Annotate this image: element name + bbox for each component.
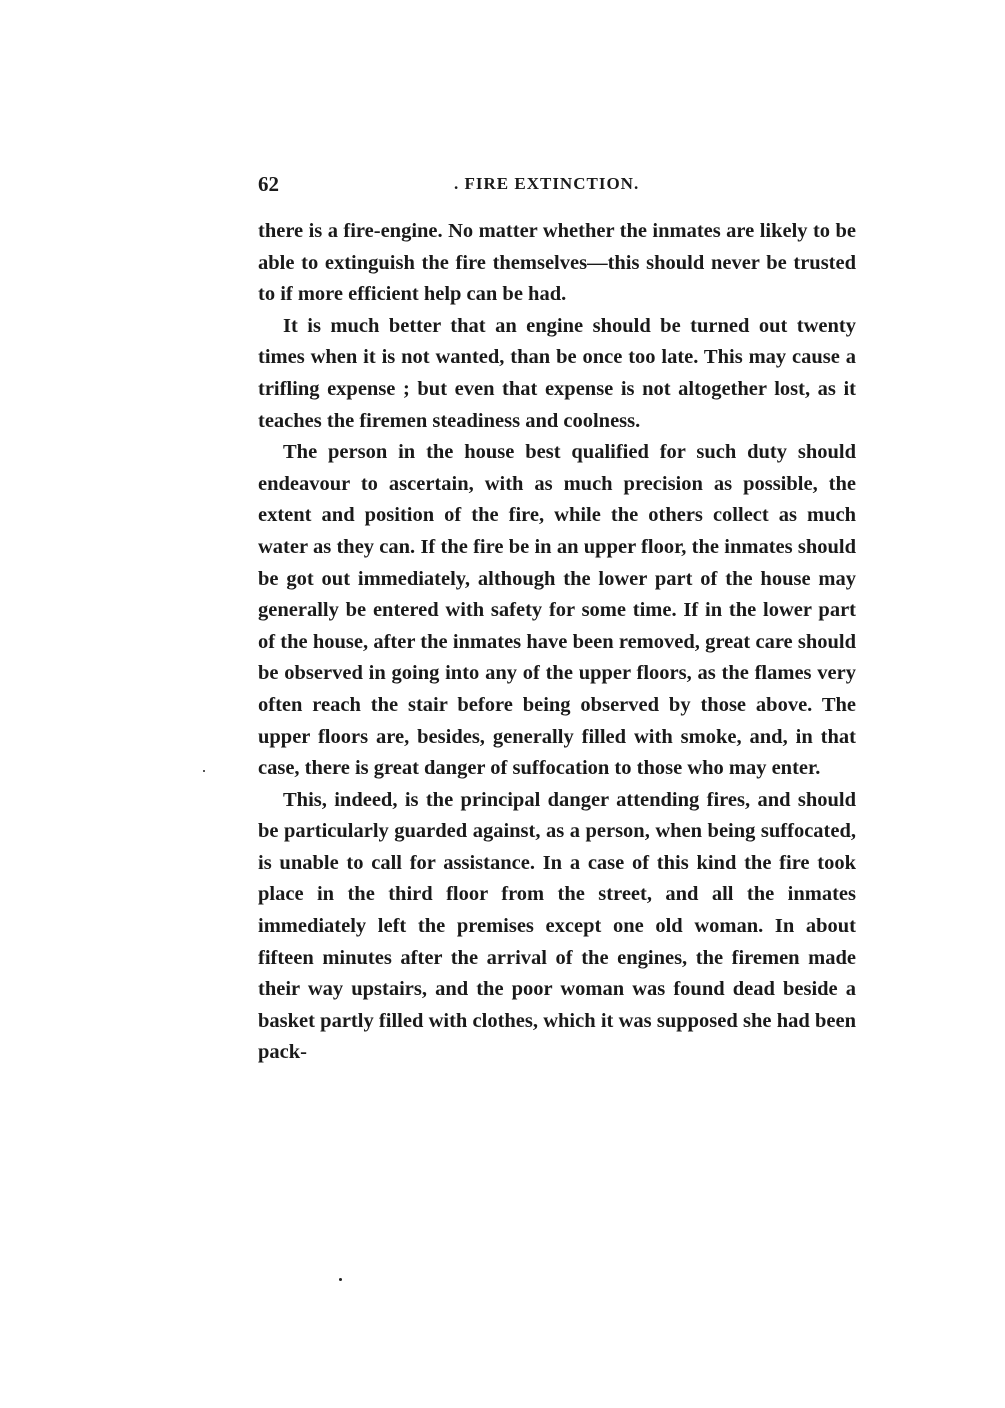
print-speck [339, 1278, 342, 1281]
page-number: 62 [258, 172, 279, 196]
running-title: . FIRE EXTINCTION. [454, 174, 640, 193]
paragraph-continuation: there is a fire-engine. No matter whether the inmates are likely to be able to extinguish the fire themselves—this should never be trusted to if more efficient help can be had. [258, 220, 856, 306]
body-text [258, 216, 856, 1069]
paragraph: This, indeed, is the principal danger attending fires, and should be particularly guarded against, as a person, when being suffocated, is unable to call for assistance. In a case of this kind the fire took place in the third floor from the street, and all the inmates immediately left the premises except one old woman. In about fifteen minutes after the arrival of the engines, the firemen made their way upstairs, and the poor woman was found dead beside a basket partly filled with clothes, which it was supposed she had been pack- [258, 788, 856, 1064]
page-header [258, 172, 858, 198]
paragraph: The person in the house best qualified for such duty should endeavour to ascertain, with as much precision as possible, the extent and position of the fire, while the others collect as much water as they can. If the fire be in an upper floor, the inmates should be got out immediately, although the lower part of the house may generally be entered with safety for some time. If in the lower part of the house, after the inmates have been removed, great care should be observed in going into any of the upper floors, as the flames very often reach the stair before being observed by those above. The upper floors are, besides, generally filled with smoke, and, in that case, there is great danger of suffocation to those who may enter. [258, 441, 856, 780]
print-speck [203, 770, 205, 772]
paragraph: It is much better that an engine should be turned out twenty times when it is not wanted, than be once too late. This may cause a trifling expense ; but even that expense is not altogether lost, as it teaches the firemen steadiness and coolness. [258, 314, 856, 432]
